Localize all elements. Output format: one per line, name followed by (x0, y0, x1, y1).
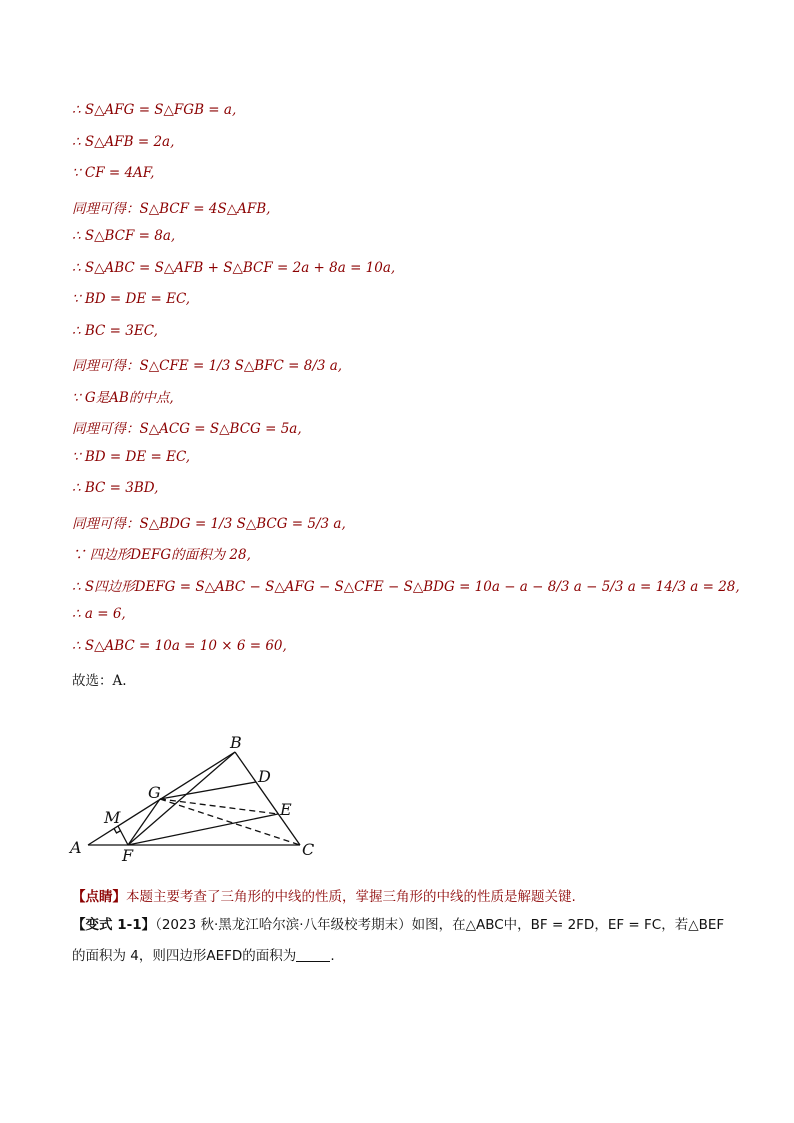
solution-line: ∴ BC = 3BD, (72, 480, 159, 496)
solution-line: ∵ 四边形DEFG的面积为 28, (72, 547, 251, 563)
geometry-figure (60, 730, 340, 865)
segment-BC (235, 752, 300, 845)
solution-line: ∵ BD = DE = EC, (72, 291, 191, 307)
variant-line-2 (72, 941, 732, 972)
variant-tag: 【变式 1-1】 (72, 917, 156, 933)
solution-line: 同理可得：S△ACG = S△BCG = 5a, (72, 421, 302, 437)
label-A: A (70, 838, 82, 857)
solution-line: ∴ S△ABC = S△AFB + S△BCF = 2a + 8a = 10a, (72, 259, 396, 276)
solution-line: 同理可得：S△CFE = 1/3 S△BFC = 8/3 a, (72, 358, 343, 374)
comment-tag: 【点睛】 (72, 889, 126, 905)
label-E: E (280, 800, 292, 819)
segment-FB (128, 752, 235, 845)
variant-line-1 (72, 910, 732, 941)
solution-line: ∴ S△AFG = S△FGB = a, (72, 102, 237, 118)
comment-line (72, 885, 576, 905)
segment-GC-dashed (160, 799, 300, 845)
solution-line: ∵ CF = 4AF, (72, 165, 155, 181)
label-D: D (258, 767, 271, 786)
solution-line: ∴ S四边形DEFG = S△ABC − S△AFG − S△CFE − S△BDG = 10a − a − 8/3 a − 5/3 a = 14/3 a = 28, (72, 578, 740, 595)
segment-FE (128, 814, 278, 845)
variant-source: （2023 秋·黑龙江哈尔滨·八年级校考期末） (155, 917, 412, 933)
variant-question (72, 910, 732, 972)
variant-end: . (330, 948, 335, 964)
solution-line: ∵ G是AB的中点, (72, 389, 174, 406)
solution-line: 故选：A. (72, 673, 127, 689)
label-G: G (148, 783, 161, 802)
variant-text-2: 的面积为 4，则四边形AEFD的面积为 (72, 948, 297, 964)
solution-line: ∴ a = 6, (72, 606, 126, 622)
segment-FM (118, 826, 128, 845)
label-B: B (230, 733, 242, 752)
comment-text: 本题主要考查了三角形的中线的性质，掌握三角形的中线的性质是解题关键. (126, 889, 576, 905)
solution-line: ∴ S△ABC = 10a = 10 × 6 = 60, (72, 637, 287, 654)
solution-line: 同理可得：S△BCF = 4S△AFB, (72, 200, 271, 217)
label-M: M (104, 808, 121, 827)
label-C: C (302, 840, 315, 859)
solution-line: ∴ S△BCF = 8a, (72, 228, 176, 244)
solution-line: ∴ S△AFB = 2a, (72, 133, 175, 150)
solution-line: ∴ BC = 3EC, (72, 322, 158, 339)
variant-text-1: 如图，在△ABC中，BF = 2FD，EF = FC，若△BEF (411, 917, 725, 933)
answer-blank[interactable] (296, 947, 330, 962)
label-F: F (122, 846, 134, 865)
solution-line: 同理可得：S△BDG = 1/3 S△BCG = 5/3 a, (72, 515, 346, 532)
solution-line: ∵ BD = DE = EC, (72, 448, 191, 465)
